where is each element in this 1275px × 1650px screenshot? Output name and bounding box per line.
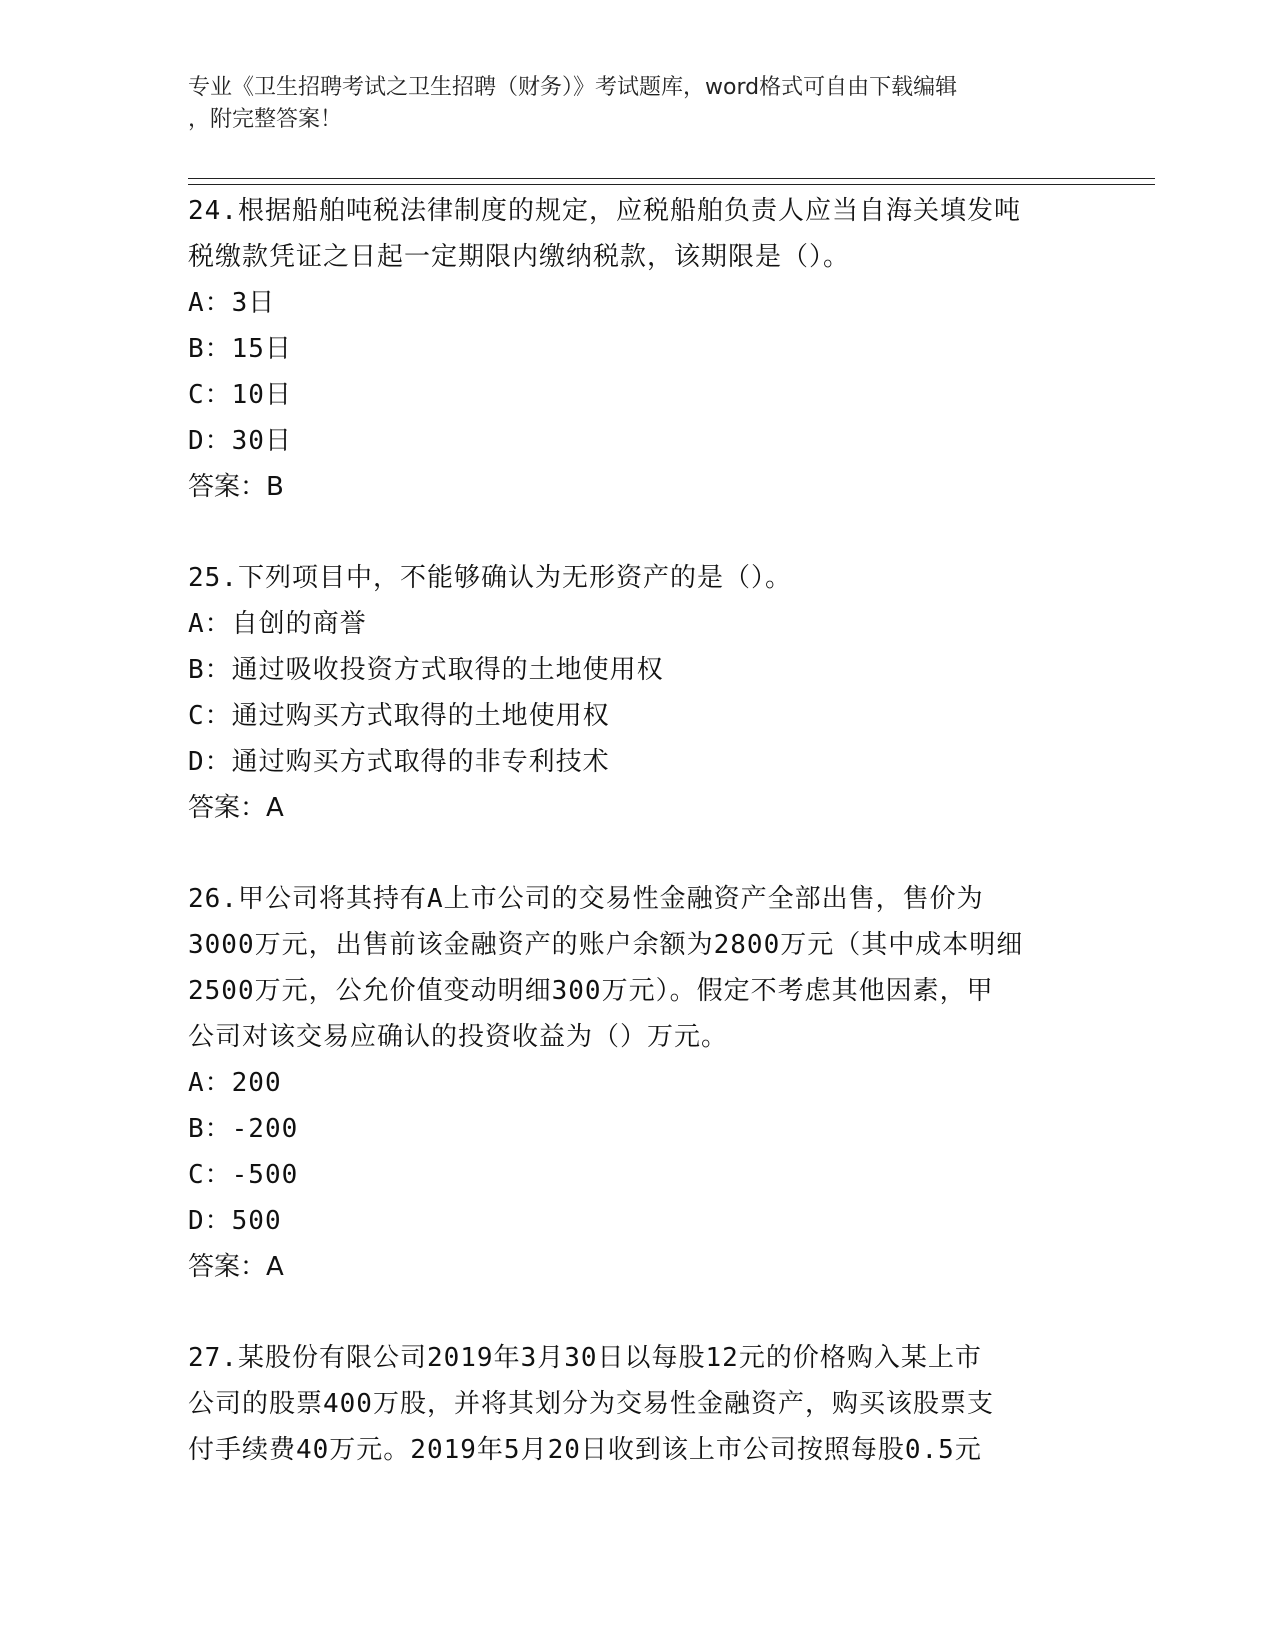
option-c: C：-500 [188,1160,299,1190]
header-line-1: 专业《卫生招聘考试之卫生招聘（财务）》考试题库，word格式可自由下载编辑 [188,75,958,100]
question-stem-line: 24.根据船舶吨税法律制度的规定，应税船舶负责人应当自海关填发吨 [188,196,1021,226]
option-d: D：通过购买方式取得的非专利技术 [188,747,610,777]
option-a: A：自创的商誉 [188,609,367,639]
question-stem-line: 公司的股票400万股，并将其划分为交易性金融资产，购买该股票支 [188,1389,994,1419]
option-c: C：通过购买方式取得的土地使用权 [188,701,610,731]
option-b: B：通过吸收投资方式取得的土地使用权 [188,655,664,685]
question-stem-line: 27.某股份有限公司2019年3月30日以每股12元的价格购入某上市 [188,1343,982,1373]
header-line-2: ，附完整答案！ [188,107,343,132]
answer: 答案：B [188,472,284,502]
header-divider-bottom [188,184,1155,185]
header-divider-top [188,178,1155,179]
option-c: C：10日 [188,380,292,410]
option-d: D：500 [188,1206,282,1236]
option-b: B：15日 [188,334,292,364]
option-d: D：30日 [188,426,292,456]
question-stem-line: 公司对该交易应确认的投资收益为（）万元。 [188,1022,729,1052]
question-stem-line: 25.下列项目中，不能够确认为无形资产的是（）。 [188,563,792,593]
answer: 答案：A [188,1252,284,1282]
question-stem-line: 2500万元，公允价值变动明细300万元）。假定不考虑其他因素，甲 [188,976,994,1006]
answer: 答案：A [188,793,284,823]
question-stem-line: 26.甲公司将其持有A上市公司的交易性金融资产全部出售，售价为 [188,884,984,914]
option-b: B：-200 [188,1114,299,1144]
question-25 [188,555,1088,831]
question-stem-line: 付手续费40万元。2019年5月20日收到该上市公司按照每股0.5元 [188,1435,982,1465]
option-a: A：3日 [188,288,276,318]
document-header [188,72,1088,136]
question-stem-line: 税缴款凭证之日起一定期限内缴纳税款，该期限是（）。 [188,242,851,272]
option-a: A：200 [188,1068,282,1098]
question-24 [188,188,1088,510]
question-26 [188,876,1088,1290]
question-27 [188,1335,1088,1473]
question-stem-line: 3000万元，出售前该金融资产的账户余额为2800万元（其中成本明细 [188,930,1024,960]
